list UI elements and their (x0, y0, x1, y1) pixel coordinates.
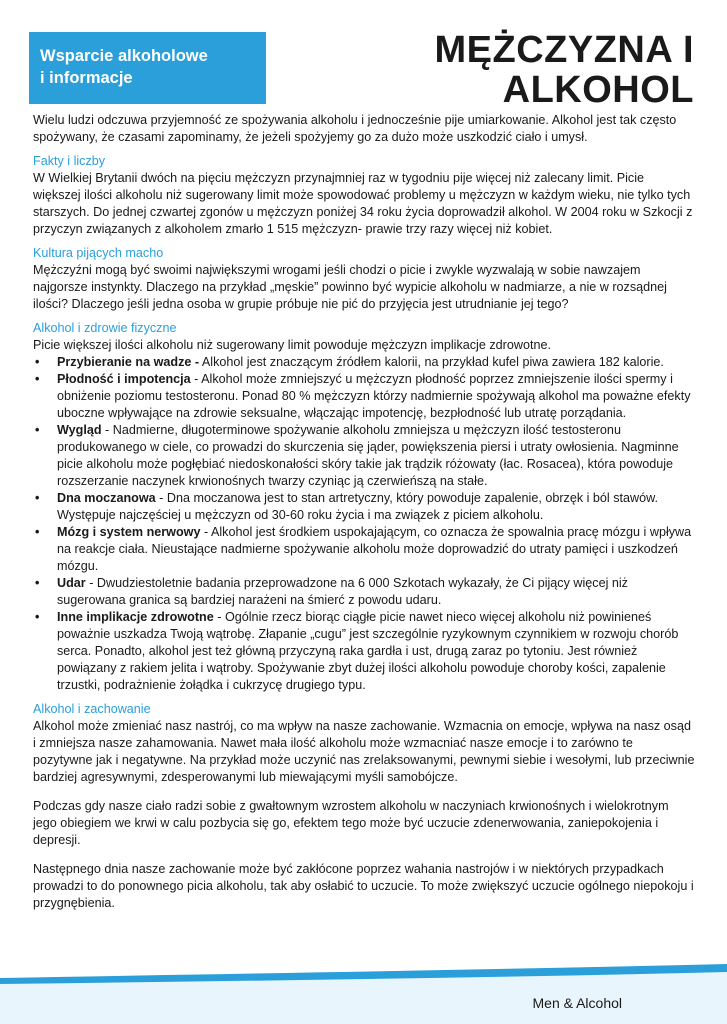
behaviour-paragraph-2: Podczas gdy nasze ciało radzi sobie z gwałtownym wzrostem alkoholu w naczyniach krwionośnych i wielokrotnym jego obiegiem we krwi w calu pozbycia się go, efektem tego może być uczucie zdenerwowania, zaniepokojenia i depresji. (33, 799, 669, 847)
list-item-text: - Alkohol może zmniejszyć u mężczyzn płodność poprzez zmniejszenie ilości spermy i obniżenie poziomu testosteronu. Ponad 80 % mężczyzn którzy nadmiernie spożywają alkohol ma poważne efekty uboczne wpływające na zdrowie seksualne, włączając impotencję, bezpłodność lub utratę porządania. (57, 372, 691, 420)
footer-label: Men & Alcohol (532, 995, 622, 1011)
list-item (33, 524, 695, 575)
list-item (33, 575, 695, 609)
article-body (33, 112, 695, 912)
title-line-1: MĘŻCZYZNA I (434, 29, 694, 71)
facts-paragraph: W Wielkiej Brytanii dwóch na pięciu mężczyzn przynajmniej raz w tygodniu pije więcej niż zalecany limit. Picie większej ilości alkoholu niż sugerowany limit może spowodować problemy u mężczyzn w każdym wieku, nie tylko tych starszych. Do jednej czwartej zgonów u mężczyzn poniżej 34 roku życia doprowadził alkohol. W 2004 roku w Szkocji z przyczyn związanych z alkoholem zmarło 1 515 mężczyzn- prawie trzy razy więcej niż kobiet. (33, 171, 693, 236)
list-item-text: - Ogólnie rzecz biorąc ciągłe picie nawet nieco więcej alkoholu niż powinieneś poważnie uszkadza Twoją wątrobę. Złapanie „cugu” jest szczególnie ryzykownym czynnikiem w rozwoju chorób serca. Ponadto, alkohol jest też główną przyczyną raka gardła i ust, drugą zaraz po tytoniu. Jest również powiązany z rakiem jelita i wątroby. Spożywanie zbyt dużej ilości alkoholu powoduje choroby kości, zapalenie trzustki, podrażnienie żołądka i cukrzycę drugiego typu. (57, 610, 679, 692)
facts-heading: Fakty i liczby (33, 154, 106, 168)
list-item-term: Płodność i impotencja (57, 372, 191, 386)
list-item-text: - Nadmierne, długoterminowe spożywanie alkoholu zmniejsza u mężczyzn ilość testosteronu produkowanego w ciele, co prowadzi do skurczenia się jąder, powiększenia piersi i utraty owłosienia. Nagminne picie alkoholu może pogłębiać niedoskonałości skóry takie jak trądzik różowaty (łac. Rosacea), która powoduje rozszerzanie naczynek krwionośnych twarzy czyniąc ją czerwieńszą na stałe. (57, 423, 679, 488)
list-item-term: Udar (57, 576, 86, 590)
list-item-term: Wygląd (57, 423, 102, 437)
header-badge (29, 32, 266, 104)
behaviour-paragraph-3: Następnego dnia nasze zachowanie może być zakłócone poprzez wahania nastrojów i w niektórych przypadkach prowadzi to do ponownego picia alkoholu, tak aby osłabić to uczucie. To może zwiększyć uczucie ogólnego niepokoju i przygnębienia. (33, 862, 694, 910)
list-item-term: Przybieranie na wadze - (57, 355, 200, 369)
list-item-term: Mózg i system nerwowy (57, 525, 201, 539)
bullet: • (35, 525, 40, 539)
bullet: • (35, 576, 40, 590)
page-title (434, 30, 694, 110)
list-item-text: - Alkohol jest środkiem uspokajającym, co oznacza że spowalnia pracę mózgu i wpływa na reakcje ciała. Nieustające nadmierne spożywanie alkoholu może doprowadzić do utraty pamięci i uszkodzeń mózgu. (57, 525, 692, 573)
bullet: • (35, 372, 40, 386)
footer-wave (0, 964, 727, 1024)
list-item (33, 609, 695, 694)
behaviour-paragraph-1: Alkohol może zmieniać nasz nastrój, co ma wpływ na nasze zachowanie. Wzmacnia on emocje, wpływa na nasz osąd i zmniejsza nasze zahamowania. Nawet mała ilość alkoholu może wzmacniać nasze emocje i to zarówno te pozytywne jak i negatywne. Na przykład może uczynić nas zrelaksowanymi, pewnymi siebie i wesołymi, lub przeciwnie bardziej agresywnymi, zdesperowanymi lub miewającymi myśli samobójcze. (33, 719, 695, 784)
culture-paragraph: Mężczyźni mogą być swoimi największymi wrogami jeśli chodzi o picie i zwykle wyzwalają w sobie nawzajem najgorsze instynkty. Dlaczego na przykład „męskie” powinno być wypicie alkoholu w nadmiarze, a nie w rozsądnej ilości? Dlaczego jeśli jedna osoba w grupie próbuje nie pić do przyjęcia jest utrudnianie jej tego? (33, 263, 667, 311)
title-line-2: ALKOHOL (502, 69, 694, 111)
list-item (33, 354, 695, 371)
badge-line-1: Wsparcie alkoholowe (40, 47, 208, 65)
list-item (33, 422, 695, 490)
list-item-text: - Dna moczanowa jest to stan artretyczny, który powoduje zapalenie, obrzęk i ból stawów. Występuje najczęściej u mężczyzn od 30-60 roku życia i ma związek z piciem alkoholu. (57, 491, 659, 522)
list-item-text: - Dwudziestoletnie badania przeprowadzone na 6 000 Szkotach wykazały, że Ci pijący więcej niż sugerowana granica są bardziej narażeni na śmierć z powodu udaru. (57, 576, 628, 607)
health-list (33, 354, 695, 694)
badge-line-2: i informacje (40, 69, 133, 87)
health-intro: Picie większej ilości alkoholu niż sugerowany limit powoduje mężczyzn implikacje zdrowotne. (33, 338, 551, 352)
bullet: • (35, 491, 40, 505)
list-item-term: Dna moczanowa (57, 491, 156, 505)
list-item-term: Inne implikacje zdrowotne (57, 610, 214, 624)
list-item-text: Alkohol jest znaczącym źródłem kalorii, na przykład kufel piwa zawiera 182 kalorie. (199, 355, 664, 369)
bullet: • (35, 423, 40, 437)
bullet: • (35, 355, 40, 369)
list-item (33, 371, 695, 422)
behaviour-heading: Alkohol i zachowanie (33, 702, 151, 716)
culture-heading: Kultura pijących macho (33, 246, 164, 260)
list-item (33, 490, 695, 524)
bullet: • (35, 610, 40, 624)
health-heading: Alkohol i zdrowie fizyczne (33, 321, 177, 335)
intro-paragraph: Wielu ludzi odczuwa przyjemność ze spożywania alkoholu i jednocześnie pije umiarkowanie. Alkohol jest tak często spożywany, że czasami zapominamy, że jeżeli spożyjemy go za dużo może uszkodzić ciało i umysł. (33, 113, 677, 144)
